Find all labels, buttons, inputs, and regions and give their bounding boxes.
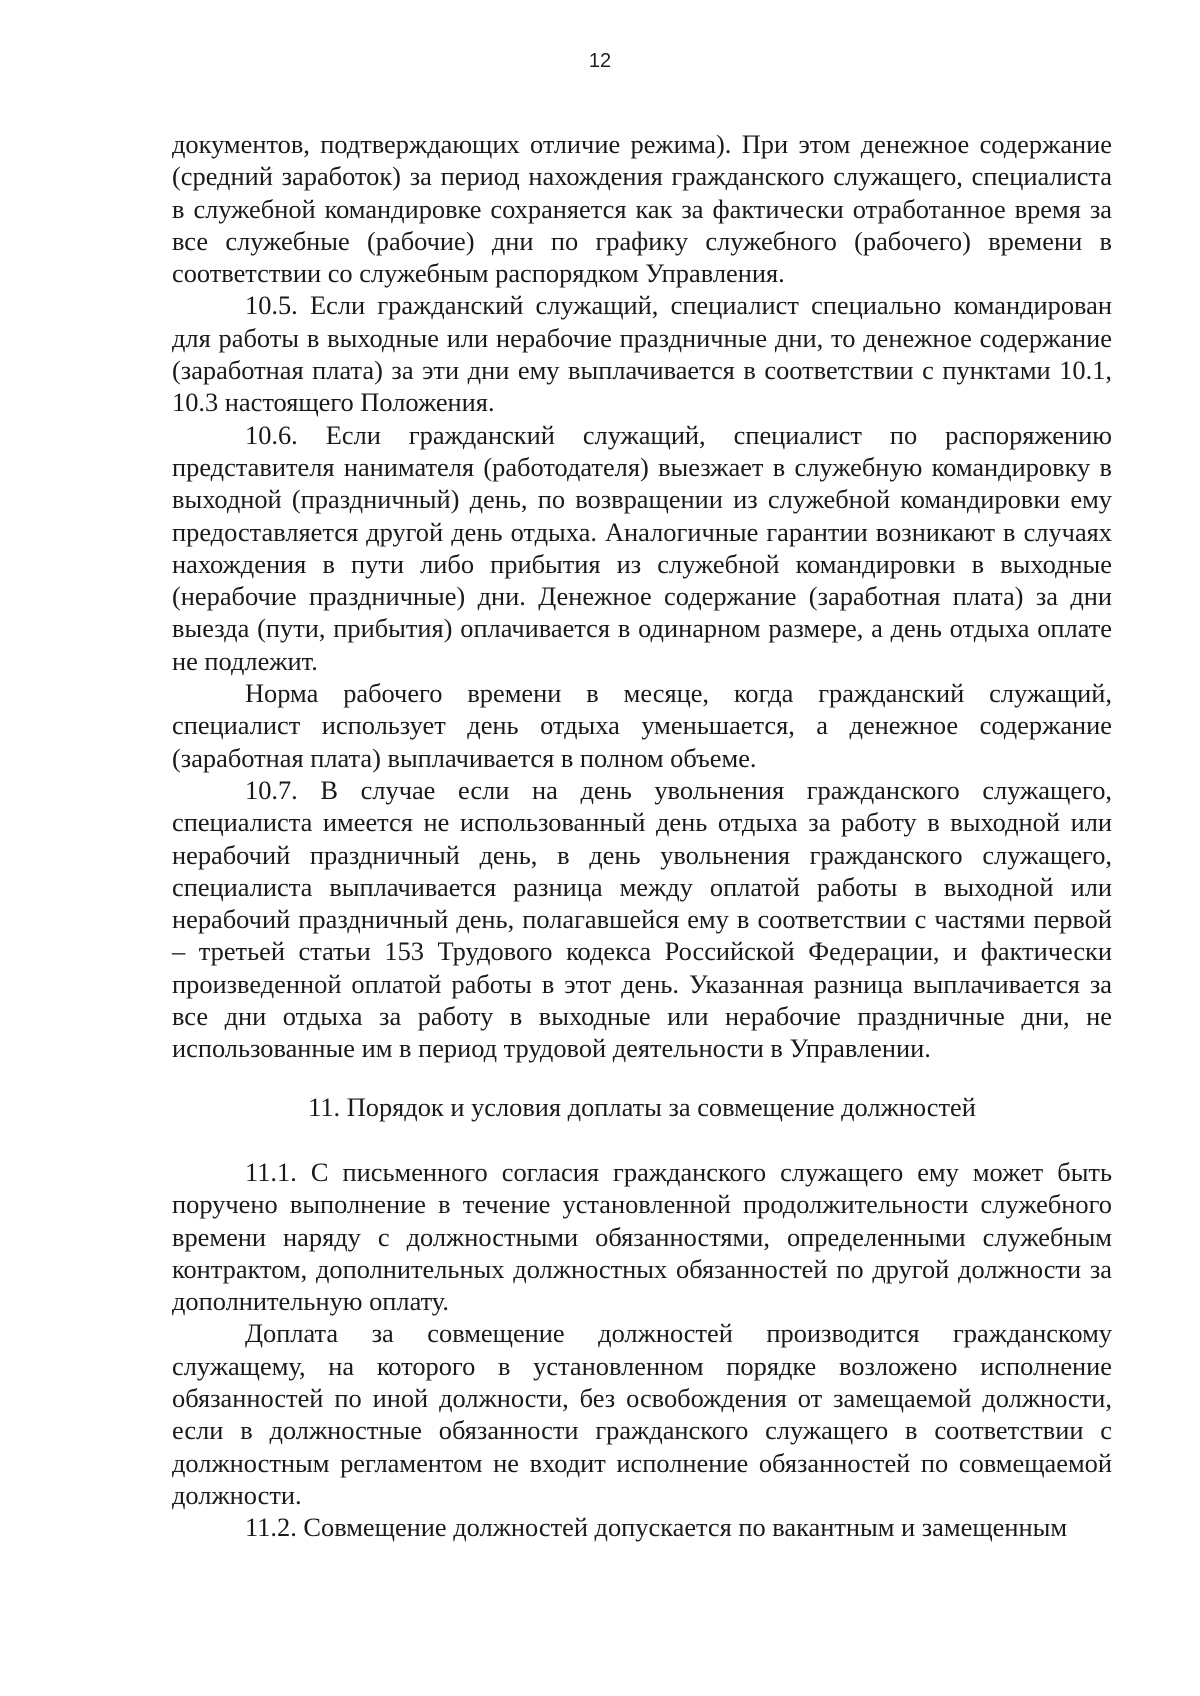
paragraph-10-7: 10.7. В случае если на день увольнения гражданского служащего, специалиста имеется не использованный день отдыха за работу в выходной или нерабочий праздничный день, в день увольнения гражданского служащего, специалиста выплачивается разница между оплатой работы в выходной или нерабочий праздничный день, полагавшейся ему в соответствии с частями первой – третьей статьи 153 Трудового кодекса Российской Федерации, и фактически произведенной оплатой работы в этот день. Указанная разница выплачивается за все дни отдыха за работу в выходные или нерабочие праздничные дни, не использованные им в период трудовой деятельности в Управлении.	[172, 774, 1112, 1064]
paragraph-11-1: 11.1. С письменного согласия гражданского служащего ему может быть поручено выполнение в течение установленной продолжительности служебного времени наряду с должностными обязанностями, определенными служебным контрактом, дополнительных должностных обязанностей по другой должности за дополнительную оплату.	[172, 1156, 1112, 1317]
paragraph-10-6: 10.6. Если гражданский служащий, специалист по распоряжению представителя нанимателя (работодателя) выезжает в служебную командировку в выходной (праздничный) день, по возвращении из служебной командировки ему предоставляется другой день отдыха. Аналогичные гарантии возникают в случаях нахождения в пути либо прибытия из служебной командировки в выходные (нерабочие праздничные) дни. Денежное содержание (заработная плата) за дни выезда (пути, прибытия) оплачивается в одинарном размере, а день отдыха оплате не подлежит.	[172, 419, 1112, 676]
paragraph-continuation: документов, подтверждающих отличие режима). При этом денежное содержание (средний заработок) за период нахождения гражданского служащего, специалиста в служебной командировке сохраняется как за фактически отработанное время за все служебные (рабочие) дни по графику служебного (рабочего) времени в соответствии со служебным распорядком Управления.	[172, 129, 1112, 289]
paragraph-working-time-norm: Норма рабочего времени в месяце, когда гражданский служащий, специалист использует день отдыха уменьшается, а денежное содержание (заработная плата) выплачивается в полном объеме.	[172, 678, 1112, 773]
page-number: 12	[588, 50, 612, 72]
document-body	[172, 128, 1112, 1543]
paragraph-10-5: 10.5. Если гражданский служащий, специалист специально командирован для работы в выходные или нерабочие праздничные дни, то денежное содержание (заработная плата) за эти дни ему выплачивается в соответствии с пунктами 10.1, 10.3 настоящего Положения.	[172, 290, 1112, 418]
paragraph-11-2: 11.2. Совмещение должностей допускается по вакантным и замещенным	[245, 1512, 1068, 1543]
paragraph-combination-payment: Доплата за совмещение должностей производится гражданскому служащему, на которого в установленном порядке возложено исполнение обязанностей по иной должности, без освобождения от замещаемой должности, если в должностные обязанности гражданского служащего в соответствии с должностным регламентом не входит исполнение обязанностей по совмещаемой должности.	[172, 1318, 1112, 1510]
section-heading-11: 11. Порядок и условия доплаты за совмещение должностей	[308, 1091, 976, 1122]
